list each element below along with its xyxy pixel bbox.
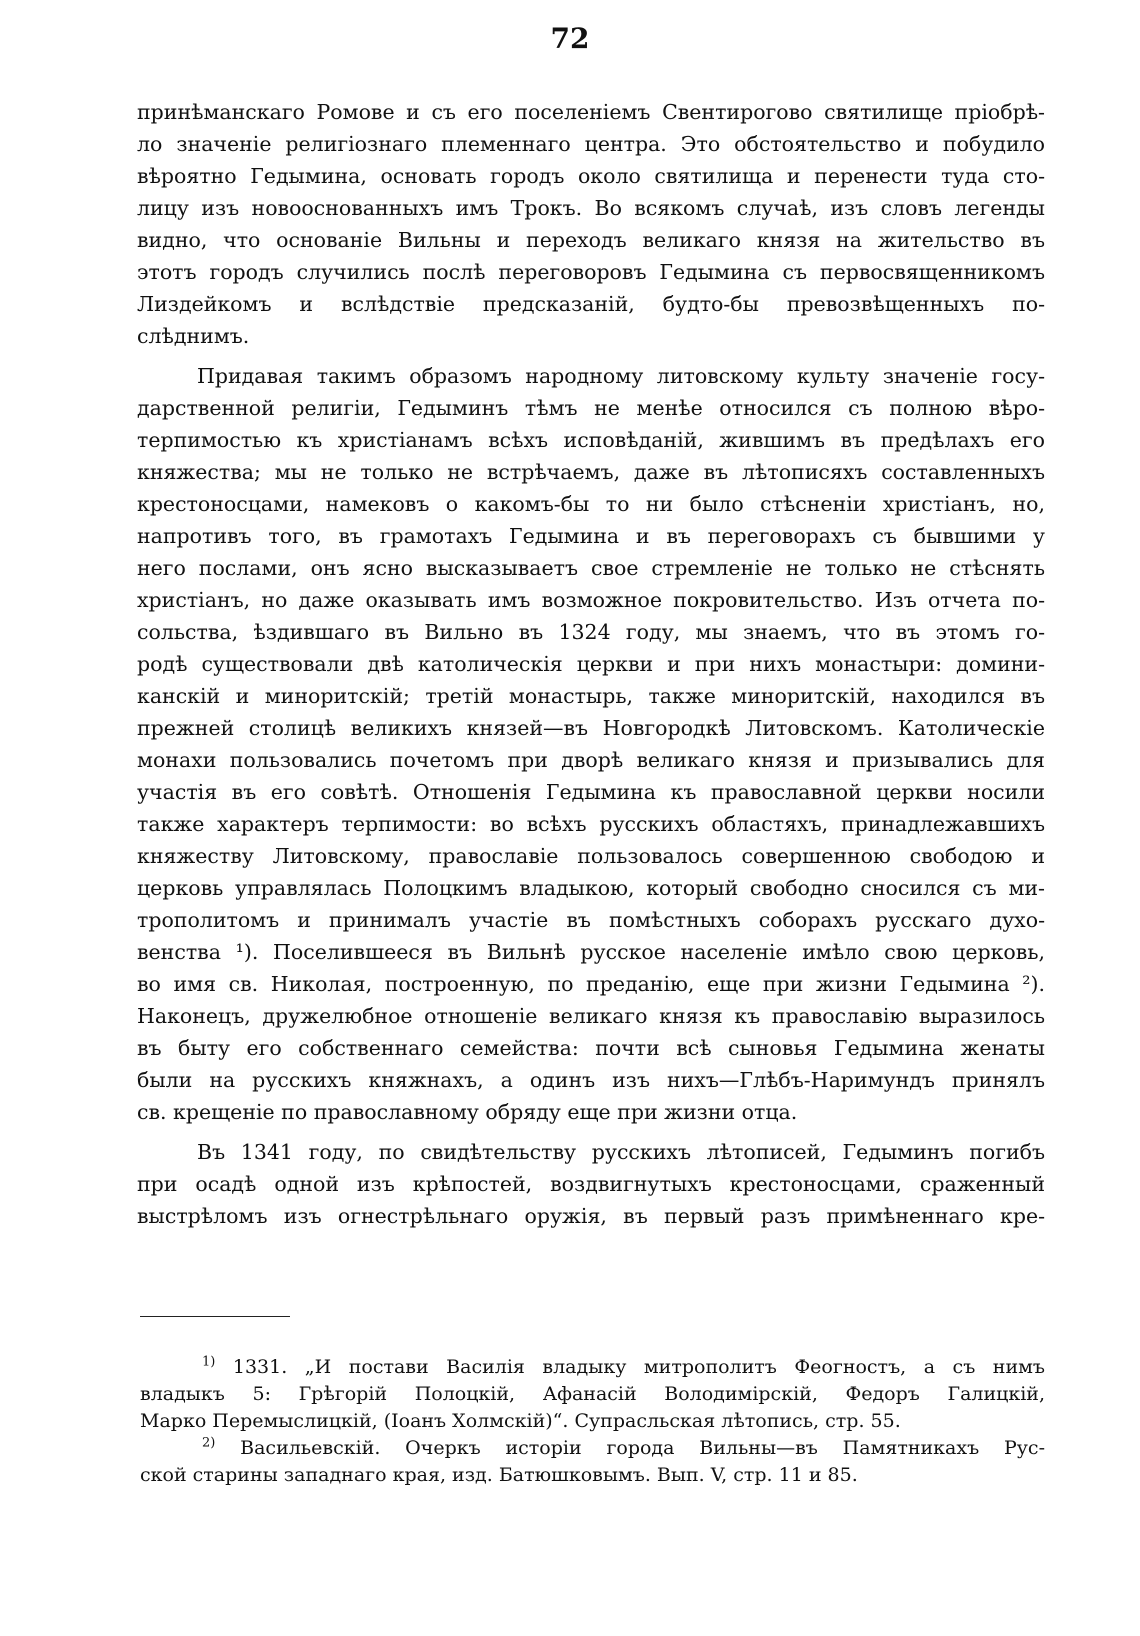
text-line: лицу изъ новооснованныхъ имъ Трокъ. Во всякомъ случаѣ, изъ словъ легенды — [137, 196, 1045, 220]
text-line: участія въ его совѣтѣ. Отношенія Гедымина къ православной церкви носили — [137, 780, 1045, 804]
text-line: Придавая такимъ образомъ народному литовскому культу значеніе госу- — [197, 364, 1045, 388]
footnote-line — [140, 1435, 1045, 1462]
text-line: ло значеніе религіознаго племеннаго центра. Это обстоятельство и побудило — [137, 132, 1045, 156]
text-line: дарственной религіи, Гедыминъ тѣмъ не менѣе относился съ полною вѣро- — [137, 396, 1045, 420]
text-line: трополитомъ и принималъ участіе въ помѣстныхъ соборахъ русскаго духо- — [137, 908, 1045, 932]
paragraph-1 — [137, 96, 1045, 352]
footnote-mark: 2) — [202, 1435, 216, 1451]
footnote-text: Васильевскій. Очеркъ исторіи города Вильны—въ Памятникахъ Рус- — [240, 1437, 1045, 1459]
text-line: крестоносцами, намековъ о какомъ-бы то ни было стѣсненіи христіанъ, но, — [137, 492, 1045, 516]
text-line: Лиздейкомъ и вслѣдствіе предсказаній, будто-бы превозвѣщенныхъ по- — [137, 292, 1045, 316]
text-line: выстрѣломъ изъ огнестрѣльнаго оружія, въ первый разъ примѣненнаго кре- — [137, 1204, 1045, 1228]
footnote-line: владыкъ 5: Грѣгорій Полоцкій, Афанасій Володимірскій, Федоръ Галицкій, — [140, 1383, 1045, 1405]
page-number: 72 — [550, 22, 590, 55]
text-line: христіанъ, но даже оказывать имъ возможное покровительство. Изъ отчета по- — [137, 588, 1045, 612]
footnote-text: 1331. „И постави Василія владыку митрополитъ Феогностъ, а съ нимъ — [232, 1356, 1045, 1378]
footnote-1 — [140, 1354, 1045, 1435]
text-line: также характеръ терпимости: во всѣхъ русскихъ областяхъ, принадлежавшихъ — [137, 812, 1045, 836]
text-line: этотъ городъ случились послѣ переговоровъ Гедымина съ первосвященникомъ — [137, 260, 1045, 284]
footnote-line — [140, 1354, 1045, 1381]
text-line: Въ 1341 году, по свидѣтельству русскихъ лѣтописей, Гедыминъ погибъ — [197, 1140, 1045, 1164]
text-line: напротивъ того, въ грамотахъ Гедымина и въ переговорахъ съ бывшими у — [137, 524, 1045, 548]
text-line: Наконецъ, дружелюбное отношеніе великаго князя къ православію выразилось — [137, 1004, 1045, 1028]
text-line: терпимостью къ христіанамъ всѣхъ исповѣданій, жившимъ въ предѣлахъ его — [137, 428, 1045, 452]
text-line: во имя св. Николая, построенную, по преданію, еще при жизни Гедымина ²). — [137, 972, 1045, 996]
text-line: прежней столицѣ великихъ князей—въ Новгородкѣ Литовскомъ. Католическіе — [137, 716, 1045, 740]
text-line: св. крещеніе по православному обряду еще при жизни отца. — [137, 1100, 798, 1124]
footnotes — [140, 1354, 1045, 1489]
text-line: принѣманскаго Ромове и съ его поселеніемъ Свентирогово святилище пріобрѣ- — [137, 100, 1045, 124]
footnote-divider — [140, 1316, 290, 1317]
text-line: княжеству Литовскому, православіе пользовалось совершенною свободою и — [137, 844, 1045, 868]
text-line: при осадѣ одной изъ крѣпостей, воздвигнутыхъ крестоносцами, сраженный — [137, 1172, 1045, 1196]
text-line: вѣроятно Гедымина, основать городъ около святилища и перенести туда сто- — [137, 164, 1045, 188]
footnote-line: ской старины западнаго края, изд. Батюшковымъ. Вып. V, стр. 11 и 85. — [140, 1464, 858, 1486]
main-text — [137, 96, 1045, 1232]
footnote-2 — [140, 1435, 1045, 1489]
text-line: родѣ существовали двѣ католическія церкви и при нихъ монастыри: домини- — [137, 652, 1045, 676]
paragraph-3 — [137, 1136, 1045, 1232]
text-line: видно, что основаніе Вильны и переходъ великаго князя на жительство въ — [137, 228, 1045, 252]
footnote-line: Марко Перемыслицкій, (Іоанъ Холмскій)“. Супрасльская лѣтопись, стр. 55. — [140, 1410, 901, 1432]
text-line: монахи пользовались почетомъ при дворѣ великаго князя и призывались для — [137, 748, 1045, 772]
paragraph-2 — [137, 360, 1045, 1128]
text-line: церковь управлялась Полоцкимъ владыкою, который свободно сносился съ ми- — [137, 876, 1045, 900]
footnote-mark: 1) — [202, 1354, 216, 1370]
text-line: сольства, ѣздившаго въ Вильно въ 1324 году, мы знаемъ, что въ этомъ го- — [137, 620, 1045, 644]
text-line: канскій и миноритскій; третій монастырь, также миноритскій, находился въ — [137, 684, 1045, 708]
text-line: княжества; мы не только не встрѣчаемъ, даже въ лѣтописяхъ составленныхъ — [137, 460, 1045, 484]
text-line: были на русскихъ княжнахъ, а одинъ изъ нихъ—Глѣбъ-Наримундъ принялъ — [137, 1068, 1045, 1092]
text-line: въ быту его собственнаго семейства: почти всѣ сыновья Гедымина женаты — [137, 1036, 1045, 1060]
text-line: него послами, онъ ясно высказываетъ свое стремленіе не только не стѣснять — [137, 556, 1045, 580]
text-line: слѣднимъ. — [137, 324, 250, 348]
text-line: венства ¹). Поселившееся въ Вильнѣ русское населеніе имѣло свою церковь, — [137, 940, 1045, 964]
